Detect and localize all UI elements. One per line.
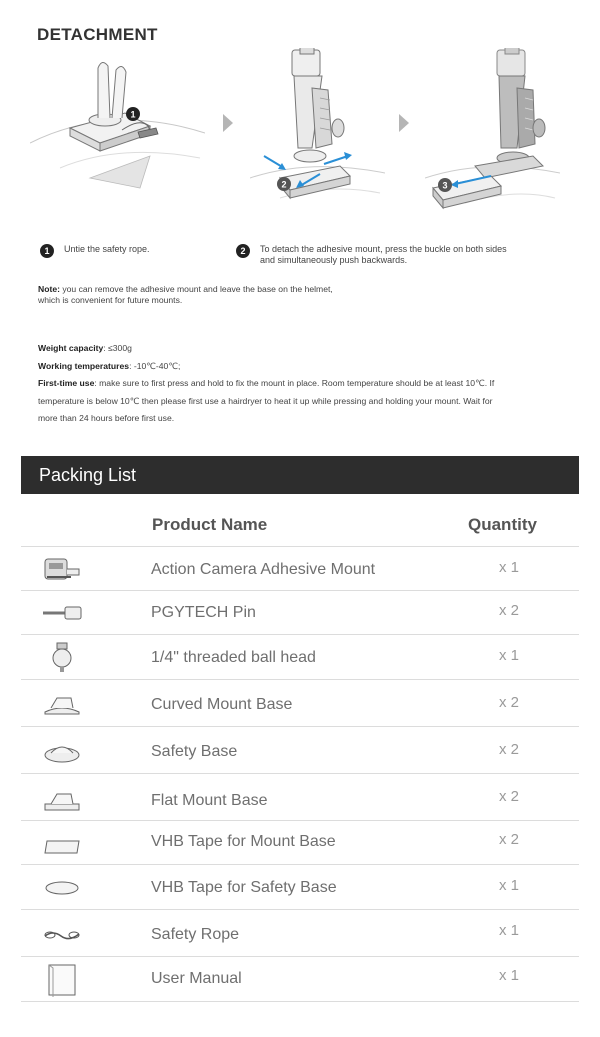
spec-label: Working temperatures (38, 360, 130, 371)
product-quantity: x 2 (499, 741, 520, 758)
product-name: VHB Tape for Mount Base (151, 833, 336, 850)
table-row (21, 864, 579, 909)
product-name: 1/4" threaded ball head (151, 649, 316, 666)
tape-safety-icon (41, 873, 83, 901)
step-text-line: and simultaneously push backwards. (260, 255, 408, 265)
spec-value: : make sure to first press and hold to fix the mount in place. Room temperature should be at least 10℃. If (94, 378, 495, 388)
product-quantity: x 2 (499, 602, 520, 619)
product-name: User Manual (151, 970, 242, 987)
illustration-press-buckle (250, 48, 385, 218)
safety-base-icon (41, 737, 83, 765)
callout-2: 2 (281, 179, 287, 190)
packing-list-header: Packing List (21, 456, 579, 494)
product-name: PGYTECH Pin (151, 604, 256, 621)
callout-1: 1 (130, 109, 136, 120)
spec-first-use-cont: more than 24 hours before first use. (38, 413, 175, 423)
product-quantity: x 1 (499, 877, 520, 894)
table-row (21, 956, 579, 1001)
pin-icon (41, 599, 83, 627)
table-row (21, 546, 579, 590)
rope-icon (41, 920, 83, 948)
product-quantity: x 1 (499, 967, 520, 984)
spec-value: : -10℃-40℃; (129, 360, 181, 371)
product-quantity: x 2 (499, 694, 520, 711)
note-label: Note: (38, 284, 60, 294)
callout-3: 3 (442, 180, 448, 191)
step-number: 1 (40, 244, 54, 258)
product-quantity: x 1 (499, 647, 520, 664)
table-row (21, 773, 579, 820)
step-text (260, 244, 507, 266)
manual-icon (41, 963, 83, 997)
tape-mount-icon (41, 831, 83, 859)
product-name: Flat Mount Base (151, 792, 268, 809)
product-quantity: x 2 (499, 788, 520, 805)
product-quantity: x 1 (499, 922, 520, 939)
step-1 (40, 244, 230, 258)
arrow-right-icon (399, 114, 409, 132)
illustration-push-backwards (425, 48, 560, 218)
note-text: which is convenient for future mounts. (38, 295, 183, 305)
spec-first-use-cont: temperature is below 10℃ then please first use a hairdryer to heat it up while pressing and holding your mount. Wait for (38, 395, 493, 406)
spec-temperature (38, 358, 558, 376)
ball-head-icon (41, 641, 83, 673)
spec-label: First-time use (38, 378, 95, 388)
table-row (21, 679, 579, 726)
table-row (21, 590, 579, 634)
note-text: you can remove the adhesive mount and leave the base on the helmet, (59, 284, 333, 294)
spec-value: : ≤300g (103, 343, 132, 353)
table-bottom-border (21, 1001, 579, 1002)
step-2 (236, 244, 566, 266)
product-quantity: x 1 (499, 559, 520, 576)
step-text-line: To detach the adhesive mount, press the buckle on both sides (260, 244, 507, 254)
product-name: Safety Base (151, 743, 238, 760)
spec-weight (38, 340, 558, 358)
product-name: Curved Mount Base (151, 696, 293, 713)
spec-first-use (38, 375, 558, 393)
product-name: VHB Tape for Safety Base (151, 879, 337, 896)
spec-label: Weight capacity (38, 343, 104, 353)
table-row (21, 909, 579, 956)
note (38, 284, 398, 306)
step-text: Untie the safety rope. (64, 244, 150, 254)
flat-base-icon (41, 786, 83, 814)
product-name: Safety Rope (151, 926, 240, 943)
arrow-right-icon (223, 114, 233, 132)
product-name: Action Camera Adhesive Mount (151, 561, 376, 578)
adhesive-mount-icon (41, 555, 83, 583)
specifications (38, 340, 558, 428)
table-row (21, 726, 579, 773)
curved-base-icon (41, 690, 83, 718)
product-quantity: x 2 (499, 831, 520, 848)
illustration-untie-rope (30, 48, 205, 218)
section-title-detachment: DETACHMENT (37, 25, 158, 44)
table-row (21, 634, 579, 679)
column-header-quantity: Quantity (468, 515, 537, 534)
step-number: 2 (236, 244, 250, 258)
table-row (21, 820, 579, 864)
column-header-product: Product Name (152, 515, 268, 534)
